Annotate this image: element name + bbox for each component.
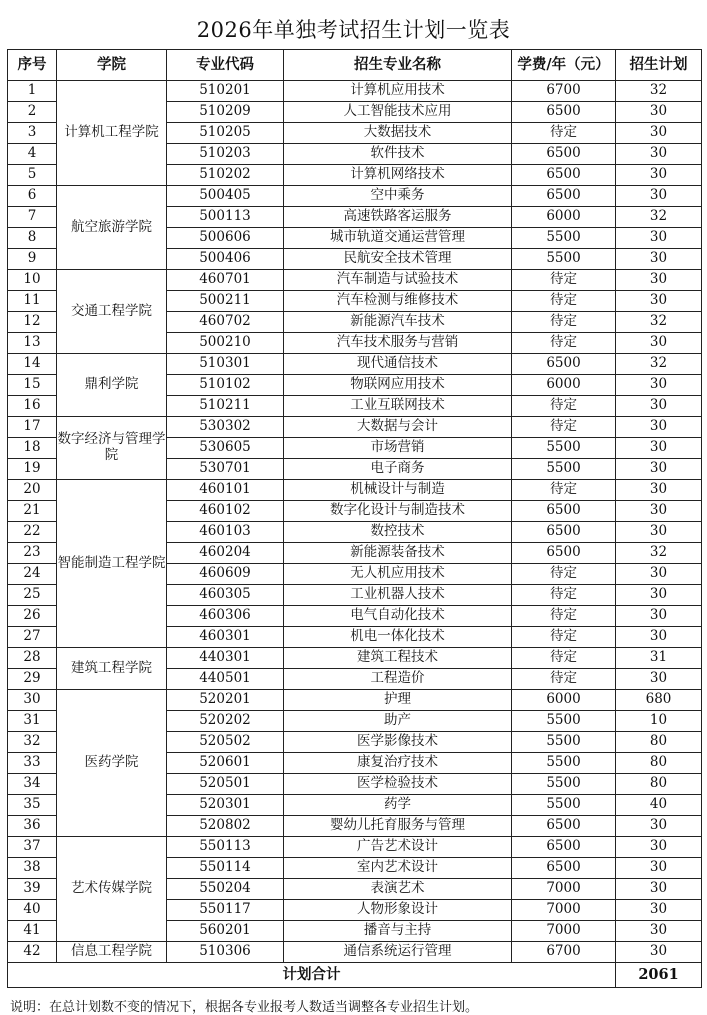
major-name: 人工智能技术应用 bbox=[284, 102, 512, 123]
major-code: 510205 bbox=[167, 123, 284, 144]
major-name: 汽车技术服务与营销 bbox=[284, 333, 512, 354]
major-code: 520202 bbox=[167, 711, 284, 732]
major-name: 药学 bbox=[284, 795, 512, 816]
tuition-fee: 待定 bbox=[512, 333, 616, 354]
enrollment-plan: 10 bbox=[616, 711, 702, 732]
table-row bbox=[8, 837, 702, 858]
tuition-fee: 待定 bbox=[512, 606, 616, 627]
major-code: 510209 bbox=[167, 102, 284, 123]
enrollment-plan: 30 bbox=[616, 270, 702, 291]
row-number: 25 bbox=[8, 585, 57, 606]
major-code: 550114 bbox=[167, 858, 284, 879]
row-number: 4 bbox=[8, 144, 57, 165]
major-name: 广告艺术设计 bbox=[284, 837, 512, 858]
row-number: 15 bbox=[8, 375, 57, 396]
major-code: 550117 bbox=[167, 900, 284, 921]
row-number: 27 bbox=[8, 627, 57, 648]
tuition-fee: 6000 bbox=[512, 690, 616, 711]
tuition-fee: 6500 bbox=[512, 858, 616, 879]
tuition-fee: 待定 bbox=[512, 312, 616, 333]
row-number: 40 bbox=[8, 900, 57, 921]
tuition-fee: 6700 bbox=[512, 942, 616, 963]
major-code: 460103 bbox=[167, 522, 284, 543]
row-number: 38 bbox=[8, 858, 57, 879]
enrollment-plan: 30 bbox=[616, 900, 702, 921]
major-name: 物联网应用技术 bbox=[284, 375, 512, 396]
major-name: 表演艺术 bbox=[284, 879, 512, 900]
tuition-fee: 6500 bbox=[512, 354, 616, 375]
enrollment-plan: 30 bbox=[616, 816, 702, 837]
major-code: 460609 bbox=[167, 564, 284, 585]
major-code: 510306 bbox=[167, 942, 284, 963]
tuition-fee: 6500 bbox=[512, 501, 616, 522]
enrollment-plan: 30 bbox=[616, 606, 702, 627]
tuition-fee: 6500 bbox=[512, 186, 616, 207]
major-name: 软件技术 bbox=[284, 144, 512, 165]
major-name: 电子商务 bbox=[284, 459, 512, 480]
enrollment-plan: 30 bbox=[616, 438, 702, 459]
enrollment-plan: 30 bbox=[616, 375, 702, 396]
major-code: 510201 bbox=[167, 81, 284, 102]
major-name: 工程造价 bbox=[284, 669, 512, 690]
major-name: 无人机应用技术 bbox=[284, 564, 512, 585]
major-name: 医学影像技术 bbox=[284, 732, 512, 753]
major-name: 汽车制造与试验技术 bbox=[284, 270, 512, 291]
major-name: 大数据与会计 bbox=[284, 417, 512, 438]
enrollment-plan: 30 bbox=[616, 921, 702, 942]
major-code: 550113 bbox=[167, 837, 284, 858]
header-fee: 学费/年（元） bbox=[512, 50, 616, 81]
major-name: 城市轨道交通运营管理 bbox=[284, 228, 512, 249]
total-value: 2061 bbox=[616, 963, 702, 988]
major-code: 530701 bbox=[167, 459, 284, 480]
college-name: 交通工程学院 bbox=[57, 270, 167, 354]
enrollment-plan: 32 bbox=[616, 207, 702, 228]
header-college: 学院 bbox=[57, 50, 167, 81]
major-code: 510301 bbox=[167, 354, 284, 375]
tuition-fee: 5500 bbox=[512, 438, 616, 459]
major-code: 440501 bbox=[167, 669, 284, 690]
enrollment-plan: 30 bbox=[616, 417, 702, 438]
tuition-fee: 6500 bbox=[512, 543, 616, 564]
enrollment-plan: 30 bbox=[616, 123, 702, 144]
enrollment-plan: 32 bbox=[616, 81, 702, 102]
major-code: 460101 bbox=[167, 480, 284, 501]
row-number: 14 bbox=[8, 354, 57, 375]
tuition-fee: 6500 bbox=[512, 144, 616, 165]
major-code: 500606 bbox=[167, 228, 284, 249]
major-name: 现代通信技术 bbox=[284, 354, 512, 375]
enrollment-plan: 30 bbox=[616, 165, 702, 186]
college-name: 医药学院 bbox=[57, 690, 167, 837]
row-number: 16 bbox=[8, 396, 57, 417]
page-title: 2026年单独考试招生计划一览表 bbox=[196, 18, 511, 42]
row-number: 9 bbox=[8, 249, 57, 270]
enrollment-plan: 32 bbox=[616, 543, 702, 564]
major-name: 大数据技术 bbox=[284, 123, 512, 144]
major-name: 高速铁路客运服务 bbox=[284, 207, 512, 228]
enrollment-plan: 30 bbox=[616, 501, 702, 522]
major-code: 460701 bbox=[167, 270, 284, 291]
row-number: 21 bbox=[8, 501, 57, 522]
enrollment-plan: 30 bbox=[616, 333, 702, 354]
tuition-fee: 5500 bbox=[512, 753, 616, 774]
major-name: 康复治疗技术 bbox=[284, 753, 512, 774]
major-name: 空中乘务 bbox=[284, 186, 512, 207]
row-number: 32 bbox=[8, 732, 57, 753]
tuition-fee: 6500 bbox=[512, 816, 616, 837]
enrollment-plan: 30 bbox=[616, 396, 702, 417]
major-code: 510102 bbox=[167, 375, 284, 396]
row-number: 11 bbox=[8, 291, 57, 312]
row-number: 22 bbox=[8, 522, 57, 543]
major-code: 510211 bbox=[167, 396, 284, 417]
row-number: 37 bbox=[8, 837, 57, 858]
tuition-fee: 6500 bbox=[512, 165, 616, 186]
major-name: 通信系统运行管理 bbox=[284, 942, 512, 963]
tuition-fee: 6500 bbox=[512, 102, 616, 123]
row-number: 6 bbox=[8, 186, 57, 207]
major-code: 500210 bbox=[167, 333, 284, 354]
row-number: 35 bbox=[8, 795, 57, 816]
table-header-row bbox=[8, 50, 702, 81]
major-name: 建筑工程技术 bbox=[284, 648, 512, 669]
enrollment-plan: 80 bbox=[616, 774, 702, 795]
row-number: 24 bbox=[8, 564, 57, 585]
row-number: 39 bbox=[8, 879, 57, 900]
row-number: 1 bbox=[8, 81, 57, 102]
tuition-fee: 待定 bbox=[512, 270, 616, 291]
enrollment-plan: 30 bbox=[616, 627, 702, 648]
college-name: 航空旅游学院 bbox=[57, 186, 167, 270]
row-number: 26 bbox=[8, 606, 57, 627]
enrollment-plan: 680 bbox=[616, 690, 702, 711]
major-code: 510202 bbox=[167, 165, 284, 186]
major-name: 人物形象设计 bbox=[284, 900, 512, 921]
table-row bbox=[8, 270, 702, 291]
tuition-fee: 7000 bbox=[512, 900, 616, 921]
row-number: 28 bbox=[8, 648, 57, 669]
row-number: 36 bbox=[8, 816, 57, 837]
table-row bbox=[8, 186, 702, 207]
enrollment-plan: 31 bbox=[616, 648, 702, 669]
row-number: 23 bbox=[8, 543, 57, 564]
college-name: 计算机工程学院 bbox=[57, 81, 167, 186]
enrollment-plan: 30 bbox=[616, 480, 702, 501]
enrollment-plan: 30 bbox=[616, 228, 702, 249]
row-number: 34 bbox=[8, 774, 57, 795]
enrollment-plan: 30 bbox=[616, 942, 702, 963]
row-number: 42 bbox=[8, 942, 57, 963]
major-code: 520802 bbox=[167, 816, 284, 837]
major-name: 助产 bbox=[284, 711, 512, 732]
tuition-fee: 7000 bbox=[512, 879, 616, 900]
enrollment-plan: 30 bbox=[616, 459, 702, 480]
major-name: 机电一体化技术 bbox=[284, 627, 512, 648]
row-number: 5 bbox=[8, 165, 57, 186]
total-label: 计划合计 bbox=[8, 963, 616, 988]
table-row bbox=[8, 480, 702, 501]
row-number: 33 bbox=[8, 753, 57, 774]
enrollment-plan-table bbox=[7, 49, 702, 988]
tuition-fee: 待定 bbox=[512, 669, 616, 690]
college-name: 信息工程学院 bbox=[57, 942, 167, 963]
tuition-fee: 待定 bbox=[512, 417, 616, 438]
major-name: 工业互联网技术 bbox=[284, 396, 512, 417]
major-code: 510203 bbox=[167, 144, 284, 165]
tuition-fee: 5500 bbox=[512, 732, 616, 753]
major-code: 500405 bbox=[167, 186, 284, 207]
enrollment-plan: 30 bbox=[616, 585, 702, 606]
enrollment-plan: 30 bbox=[616, 144, 702, 165]
major-name: 计算机应用技术 bbox=[284, 81, 512, 102]
tuition-fee: 6500 bbox=[512, 522, 616, 543]
major-name: 新能源装备技术 bbox=[284, 543, 512, 564]
header-code: 专业代码 bbox=[167, 50, 284, 81]
tuition-fee: 5500 bbox=[512, 774, 616, 795]
major-name: 新能源汽车技术 bbox=[284, 312, 512, 333]
enrollment-plan: 80 bbox=[616, 753, 702, 774]
row-number: 31 bbox=[8, 711, 57, 732]
enrollment-plan: 30 bbox=[616, 564, 702, 585]
major-name: 汽车检测与维修技术 bbox=[284, 291, 512, 312]
enrollment-plan: 30 bbox=[616, 522, 702, 543]
major-code: 560201 bbox=[167, 921, 284, 942]
header-major: 招生专业名称 bbox=[284, 50, 512, 81]
table-row bbox=[8, 81, 702, 102]
major-code: 500113 bbox=[167, 207, 284, 228]
enrollment-plan: 30 bbox=[616, 291, 702, 312]
tuition-fee: 待定 bbox=[512, 396, 616, 417]
college-name: 鼎利学院 bbox=[57, 354, 167, 417]
major-code: 520502 bbox=[167, 732, 284, 753]
table-row bbox=[8, 354, 702, 375]
major-name: 电气自动化技术 bbox=[284, 606, 512, 627]
major-code: 530302 bbox=[167, 417, 284, 438]
row-number: 3 bbox=[8, 123, 57, 144]
tuition-fee: 7000 bbox=[512, 921, 616, 942]
row-number: 10 bbox=[8, 270, 57, 291]
enrollment-plan: 32 bbox=[616, 354, 702, 375]
tuition-fee: 待定 bbox=[512, 123, 616, 144]
major-code: 460702 bbox=[167, 312, 284, 333]
college-name: 建筑工程学院 bbox=[57, 648, 167, 690]
row-number: 7 bbox=[8, 207, 57, 228]
tuition-fee: 5500 bbox=[512, 459, 616, 480]
major-code: 530605 bbox=[167, 438, 284, 459]
tuition-fee: 5500 bbox=[512, 228, 616, 249]
major-code: 520501 bbox=[167, 774, 284, 795]
enrollment-plan: 30 bbox=[616, 858, 702, 879]
header-plan: 招生计划 bbox=[616, 50, 702, 81]
enrollment-plan: 30 bbox=[616, 186, 702, 207]
college-name: 数字经济与管理学院 bbox=[57, 417, 167, 480]
table-row bbox=[8, 690, 702, 711]
tuition-fee: 待定 bbox=[512, 585, 616, 606]
enrollment-plan: 30 bbox=[616, 669, 702, 690]
row-number: 30 bbox=[8, 690, 57, 711]
row-number: 18 bbox=[8, 438, 57, 459]
major-code: 520601 bbox=[167, 753, 284, 774]
major-name: 室内艺术设计 bbox=[284, 858, 512, 879]
tuition-fee: 待定 bbox=[512, 564, 616, 585]
enrollment-plan: 30 bbox=[616, 837, 702, 858]
major-name: 播音与主持 bbox=[284, 921, 512, 942]
tuition-fee: 待定 bbox=[512, 480, 616, 501]
table-row bbox=[8, 942, 702, 963]
major-code: 460301 bbox=[167, 627, 284, 648]
row-number: 29 bbox=[8, 669, 57, 690]
major-code: 460204 bbox=[167, 543, 284, 564]
tuition-fee: 5500 bbox=[512, 249, 616, 270]
enrollment-plan: 30 bbox=[616, 879, 702, 900]
row-number: 2 bbox=[8, 102, 57, 123]
major-code: 440301 bbox=[167, 648, 284, 669]
major-name: 婴幼儿托育服务与管理 bbox=[284, 816, 512, 837]
major-name: 护理 bbox=[284, 690, 512, 711]
table-row bbox=[8, 648, 702, 669]
major-code: 550204 bbox=[167, 879, 284, 900]
row-number: 13 bbox=[8, 333, 57, 354]
major-name: 数字化设计与制造技术 bbox=[284, 501, 512, 522]
college-name: 智能制造工程学院 bbox=[57, 480, 167, 648]
college-name: 艺术传媒学院 bbox=[57, 837, 167, 942]
row-number: 19 bbox=[8, 459, 57, 480]
tuition-fee: 5500 bbox=[512, 795, 616, 816]
major-name: 市场营销 bbox=[284, 438, 512, 459]
enrollment-plan: 30 bbox=[616, 102, 702, 123]
tuition-fee: 待定 bbox=[512, 291, 616, 312]
major-code: 500406 bbox=[167, 249, 284, 270]
tuition-fee: 6000 bbox=[512, 375, 616, 396]
tuition-fee: 6700 bbox=[512, 81, 616, 102]
major-name: 医学检验技术 bbox=[284, 774, 512, 795]
major-code: 460306 bbox=[167, 606, 284, 627]
total-row bbox=[8, 963, 702, 988]
tuition-fee: 待定 bbox=[512, 627, 616, 648]
major-name: 工业机器人技术 bbox=[284, 585, 512, 606]
major-code: 460305 bbox=[167, 585, 284, 606]
footnote: 说明：在总计划数不变的情况下，根据各专业报考人数适当调整各专业招生计划。 bbox=[10, 1000, 479, 1015]
major-name: 计算机网络技术 bbox=[284, 165, 512, 186]
table-row bbox=[8, 417, 702, 438]
tuition-fee: 6500 bbox=[512, 837, 616, 858]
enrollment-plan: 30 bbox=[616, 249, 702, 270]
tuition-fee: 6000 bbox=[512, 207, 616, 228]
major-code: 460102 bbox=[167, 501, 284, 522]
row-number: 8 bbox=[8, 228, 57, 249]
major-code: 500211 bbox=[167, 291, 284, 312]
table-body bbox=[8, 81, 702, 963]
enrollment-plan: 32 bbox=[616, 312, 702, 333]
row-number: 12 bbox=[8, 312, 57, 333]
header-seq: 序号 bbox=[8, 50, 57, 81]
major-name: 民航安全技术管理 bbox=[284, 249, 512, 270]
row-number: 17 bbox=[8, 417, 57, 438]
enrollment-plan: 40 bbox=[616, 795, 702, 816]
major-code: 520201 bbox=[167, 690, 284, 711]
major-name: 机械设计与制造 bbox=[284, 480, 512, 501]
row-number: 41 bbox=[8, 921, 57, 942]
row-number: 20 bbox=[8, 480, 57, 501]
major-code: 520301 bbox=[167, 795, 284, 816]
tuition-fee: 5500 bbox=[512, 711, 616, 732]
enrollment-plan: 80 bbox=[616, 732, 702, 753]
major-name: 数控技术 bbox=[284, 522, 512, 543]
tuition-fee: 待定 bbox=[512, 648, 616, 669]
